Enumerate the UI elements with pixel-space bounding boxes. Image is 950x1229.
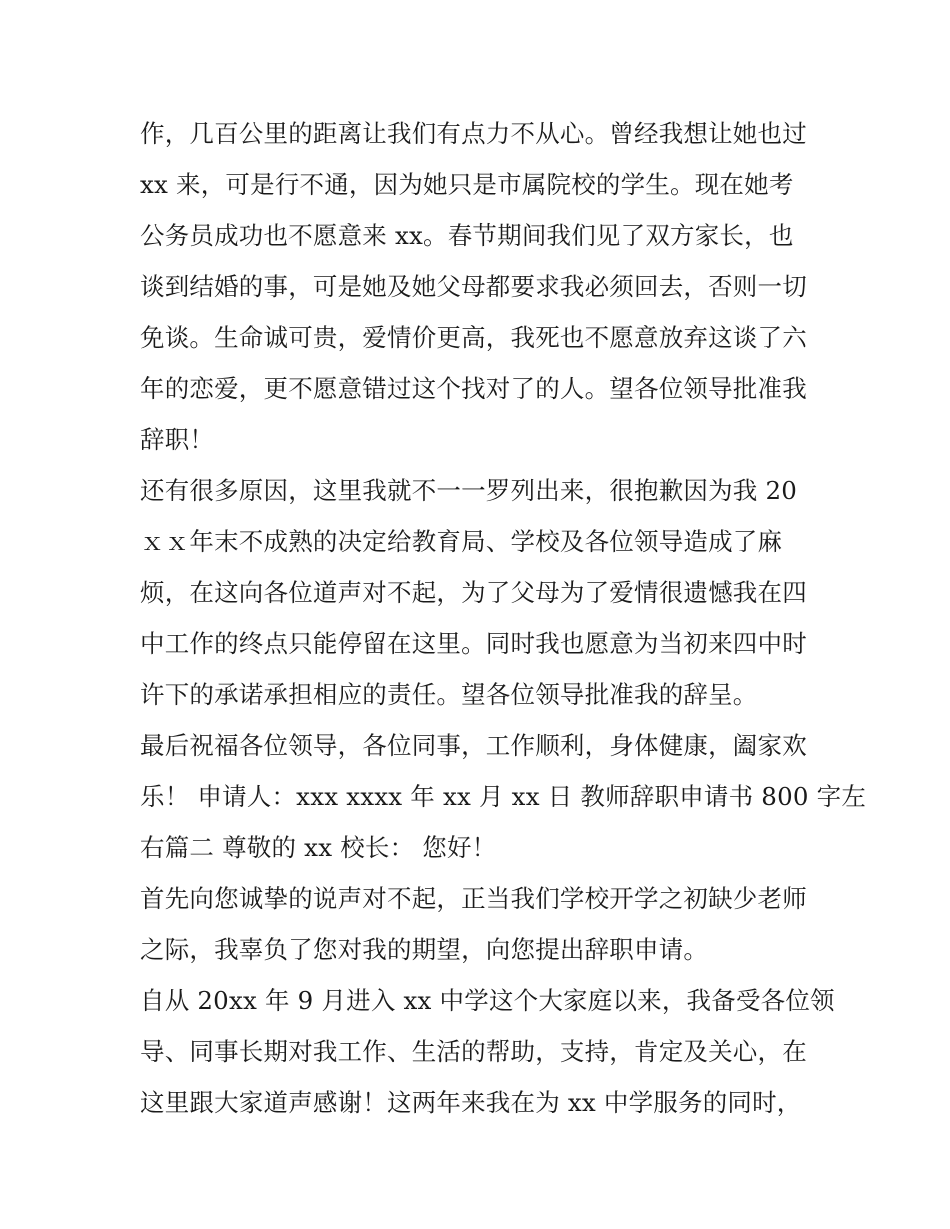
text-line: 最后祝福各位领导，各位同事，工作顺利，身体健康，阖家欢 [140,731,807,760]
text-line: ｘｘ年末不成熟的决定给教育局、学校及各位领导造成了麻 [140,527,783,556]
text-line: 之际，我辜负了您对我的期望，向您提出辞职申请。 [140,935,709,964]
text-line: 右篇二 尊敬的 xx 校长： 您好！ [140,833,497,862]
text-line: 年的恋爱，更不愿意错过这个找对了的人。望各位领导批准我 [140,374,807,403]
text-line: 作，几百公里的距离让我们有点力不从心。曾经我想让她也过 [140,119,807,148]
text-line: 谈到结婚的事，可是她及她父母都要求我必须回去，否则一切 [140,272,807,301]
text-line: 自从 20xx 年 9 月进入 xx 中学这个大家庭以来，我备受各位领 [140,986,835,1015]
text-line: 导、同事长期对我工作、生活的帮助，支持，肯定及关心，在 [140,1037,807,1066]
text-line: 中工作的终点只能停留在这里。同时我也愿意为当初来四中时 [140,629,807,658]
text-line: 还有很多原因，这里我就不一一罗列出来，很抱歉因为我 20 [140,476,798,505]
text-line: xx 来，可是行不通，因为她只是市属院校的学生。现在她考 [140,170,794,199]
text-line: 辞职！ [140,425,215,454]
text-line: 首先向您诚挚的说声对不起，正当我们学校开学之初缺少老师 [140,884,807,913]
document-body [140,108,867,1128]
text-line: 免谈。生命诚可贵，爱情价更高，我死也不愿意放弃这谈了六 [140,323,807,352]
text-line: 乐！ 申请人：xxx xxxx 年 xx 月 xx 日 教师辞职申请书 800 字左 [140,782,867,811]
text-line: 许下的承诺承担相应的责任。望各位领导批准我的辞呈。 [140,680,758,709]
text-line: 烦，在这向各位道声对不起，为了父母为了爱情很遗憾我在四 [140,578,807,607]
text-line: 这里跟大家道声感谢！这两年来我在为 xx 中学服务的同时， [140,1088,802,1117]
text-line: 公务员成功也不愿意来 xx。春节期间我们见了双方家长，也 [140,221,794,250]
